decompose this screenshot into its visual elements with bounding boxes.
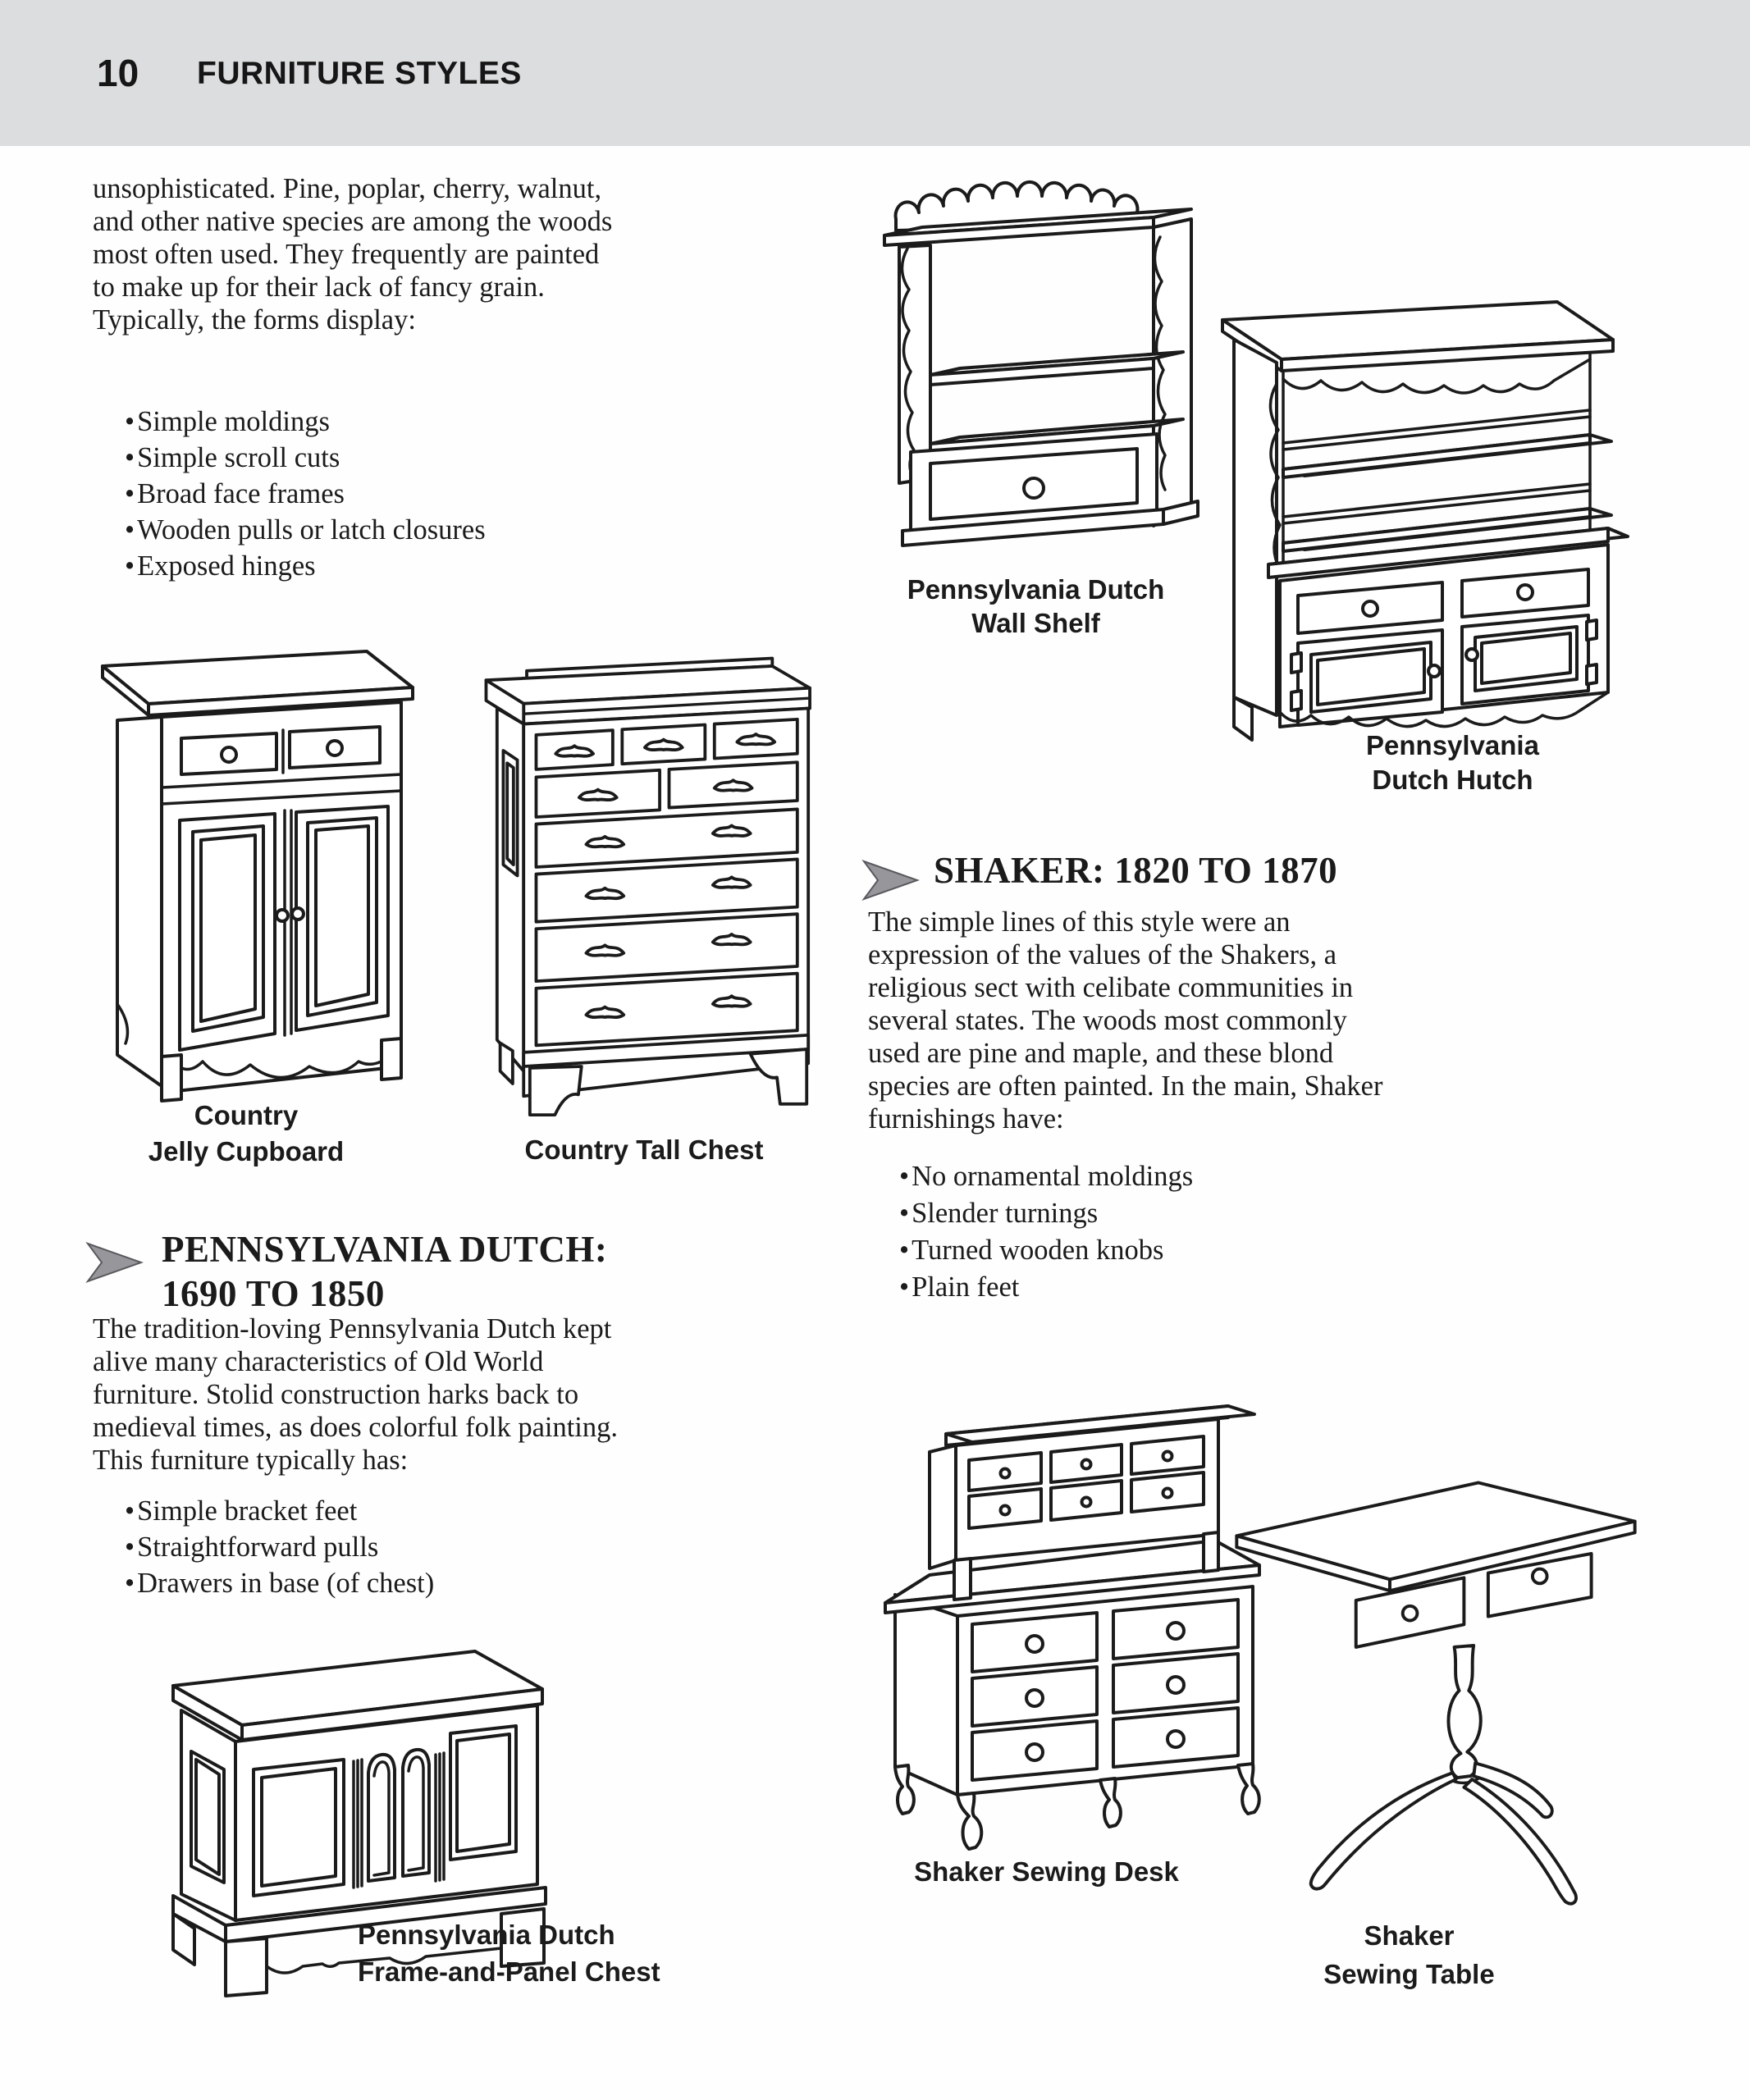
list-item bbox=[899, 1269, 1193, 1306]
shaker-sewing-desk-illustration bbox=[833, 1360, 1280, 1852]
list-item-label: Exposed hinges bbox=[137, 550, 316, 582]
section-arrow-icon bbox=[85, 1240, 144, 1285]
bullet-glyph: • bbox=[125, 1568, 135, 1599]
text-line: unsophisticated. Pine, poplar, cherry, walnut, bbox=[93, 173, 602, 204]
text-line: This furniture typically has: bbox=[93, 1445, 409, 1476]
pennsylvania-dutch-heading bbox=[162, 1227, 607, 1316]
text-line: expression of the values of the Shakers, a bbox=[868, 939, 1337, 970]
caption-pd-chest bbox=[358, 1916, 660, 1990]
bullet-glyph: • bbox=[125, 442, 135, 473]
caption-hutch bbox=[1311, 728, 1594, 797]
caption-line: Shaker Sewing Desk bbox=[914, 1856, 1179, 1887]
list-item-label: Drawers in base (of chest) bbox=[137, 1568, 435, 1599]
caption-line: Pennsylvania bbox=[1366, 730, 1539, 760]
caption-line: Country bbox=[194, 1100, 299, 1130]
list-item-label: Straightforward pulls bbox=[137, 1532, 379, 1563]
page-number: 10 bbox=[97, 52, 139, 94]
list-item-label: Wooden pulls or latch closures bbox=[137, 514, 486, 546]
text-line: medieval times, as does colorful folk painting. bbox=[93, 1412, 619, 1443]
bullet-glyph: • bbox=[125, 514, 135, 546]
list-item bbox=[125, 476, 486, 512]
caption-sewing-table bbox=[1268, 1916, 1551, 1993]
text-line: used are pine and maple, and these blond bbox=[868, 1038, 1334, 1069]
list-item-label: Broad face frames bbox=[137, 478, 345, 509]
page-header-bar bbox=[0, 0, 1750, 146]
list-item-label: Turned wooden knobs bbox=[912, 1235, 1164, 1266]
bullet-glyph: • bbox=[899, 1161, 910, 1192]
heading-line: 1690 TO 1850 bbox=[162, 1273, 385, 1314]
pd-hutch-illustration bbox=[1204, 269, 1633, 745]
shaker-heading bbox=[934, 848, 1337, 892]
pennsylvania-dutch-paragraph bbox=[93, 1312, 618, 1477]
caption-tall-chest bbox=[464, 1132, 825, 1168]
list-item-label: Simple scroll cuts bbox=[137, 442, 340, 473]
pd-wall-shelf-illustration bbox=[860, 162, 1231, 565]
caption-line: Frame-and-Panel Chest bbox=[358, 1956, 660, 1987]
list-item bbox=[125, 1565, 434, 1601]
list-item bbox=[125, 1493, 434, 1529]
shaker-sewing-table-illustration bbox=[1218, 1459, 1653, 1918]
text-line: several states. The woods most commonly bbox=[868, 1005, 1347, 1036]
text-line: most often used. They frequently are painted bbox=[93, 239, 600, 270]
section-arrow-icon bbox=[861, 858, 921, 902]
caption-jelly-cupboard bbox=[90, 1098, 402, 1170]
caption-line: Jelly Cupboard bbox=[148, 1136, 345, 1166]
caption-line: Wall Shelf bbox=[971, 608, 1100, 638]
text-line: furnishings have: bbox=[868, 1103, 1064, 1134]
text-line: Typically, the forms display: bbox=[93, 304, 416, 336]
list-item-label: Slender turnings bbox=[912, 1198, 1099, 1229]
text-line: religious sect with celibate communities in bbox=[868, 972, 1354, 1003]
list-item bbox=[125, 1529, 434, 1565]
text-line: species are often painted. In the main, Shaker bbox=[868, 1071, 1383, 1102]
list-item bbox=[125, 404, 486, 440]
text-line: and other native species are among the woods bbox=[93, 206, 613, 237]
list-item-label: Plain feet bbox=[912, 1271, 1020, 1303]
pennsylvania-dutch-bullet-list bbox=[125, 1493, 434, 1601]
text-line: The simple lines of this style were an bbox=[868, 906, 1291, 938]
country-jelly-cupboard-illustration bbox=[78, 614, 414, 1106]
bullet-glyph: • bbox=[899, 1271, 910, 1303]
bullet-glyph: • bbox=[125, 550, 135, 582]
caption-wall-shelf bbox=[886, 573, 1186, 640]
heading-line: PENNSYLVANIA DUTCH: bbox=[162, 1229, 608, 1270]
caption-line: Country Tall Chest bbox=[524, 1134, 764, 1165]
caption-line: Dutch Hutch bbox=[1372, 765, 1533, 795]
text-line: to make up for their lack of fancy grain. bbox=[93, 272, 545, 303]
list-item-label: No ornamental moldings bbox=[912, 1161, 1194, 1192]
bullet-glyph: • bbox=[125, 406, 135, 437]
caption-line: Sewing Table bbox=[1323, 1959, 1495, 1989]
heading-line: SHAKER: 1820 TO 1870 bbox=[934, 850, 1338, 891]
bullet-glyph: • bbox=[125, 478, 135, 509]
caption-sewing-desk bbox=[823, 1854, 1270, 1890]
country-tall-chest-illustration bbox=[464, 633, 825, 1134]
list-item bbox=[899, 1158, 1193, 1195]
bullet-glyph: • bbox=[899, 1235, 910, 1266]
caption-line: Pennsylvania Dutch bbox=[907, 574, 1165, 605]
text-line: The tradition-loving Pennsylvania Dutch kept bbox=[93, 1313, 612, 1344]
text-line: furniture. Stolid construction harks back to bbox=[93, 1379, 579, 1410]
intro-bullet-list bbox=[125, 404, 486, 584]
shaker-paragraph bbox=[868, 906, 1382, 1135]
list-item bbox=[125, 440, 486, 476]
caption-line: Pennsylvania Dutch bbox=[358, 1920, 615, 1950]
list-item-label: Simple bracket feet bbox=[137, 1495, 358, 1527]
list-item bbox=[125, 512, 486, 548]
shaker-bullet-list bbox=[899, 1158, 1193, 1306]
bullet-glyph: • bbox=[899, 1198, 910, 1229]
list-item bbox=[125, 548, 486, 584]
list-item bbox=[899, 1195, 1193, 1232]
bullet-glyph: • bbox=[125, 1532, 135, 1563]
list-item bbox=[899, 1232, 1193, 1269]
caption-line: Shaker bbox=[1364, 1920, 1455, 1951]
bullet-glyph: • bbox=[125, 1495, 135, 1527]
intro-paragraph bbox=[93, 172, 612, 336]
page-title: FURNITURE STYLES bbox=[197, 56, 522, 91]
text-line: alive many characteristics of Old World bbox=[93, 1346, 544, 1377]
list-item-label: Simple moldings bbox=[137, 406, 330, 437]
